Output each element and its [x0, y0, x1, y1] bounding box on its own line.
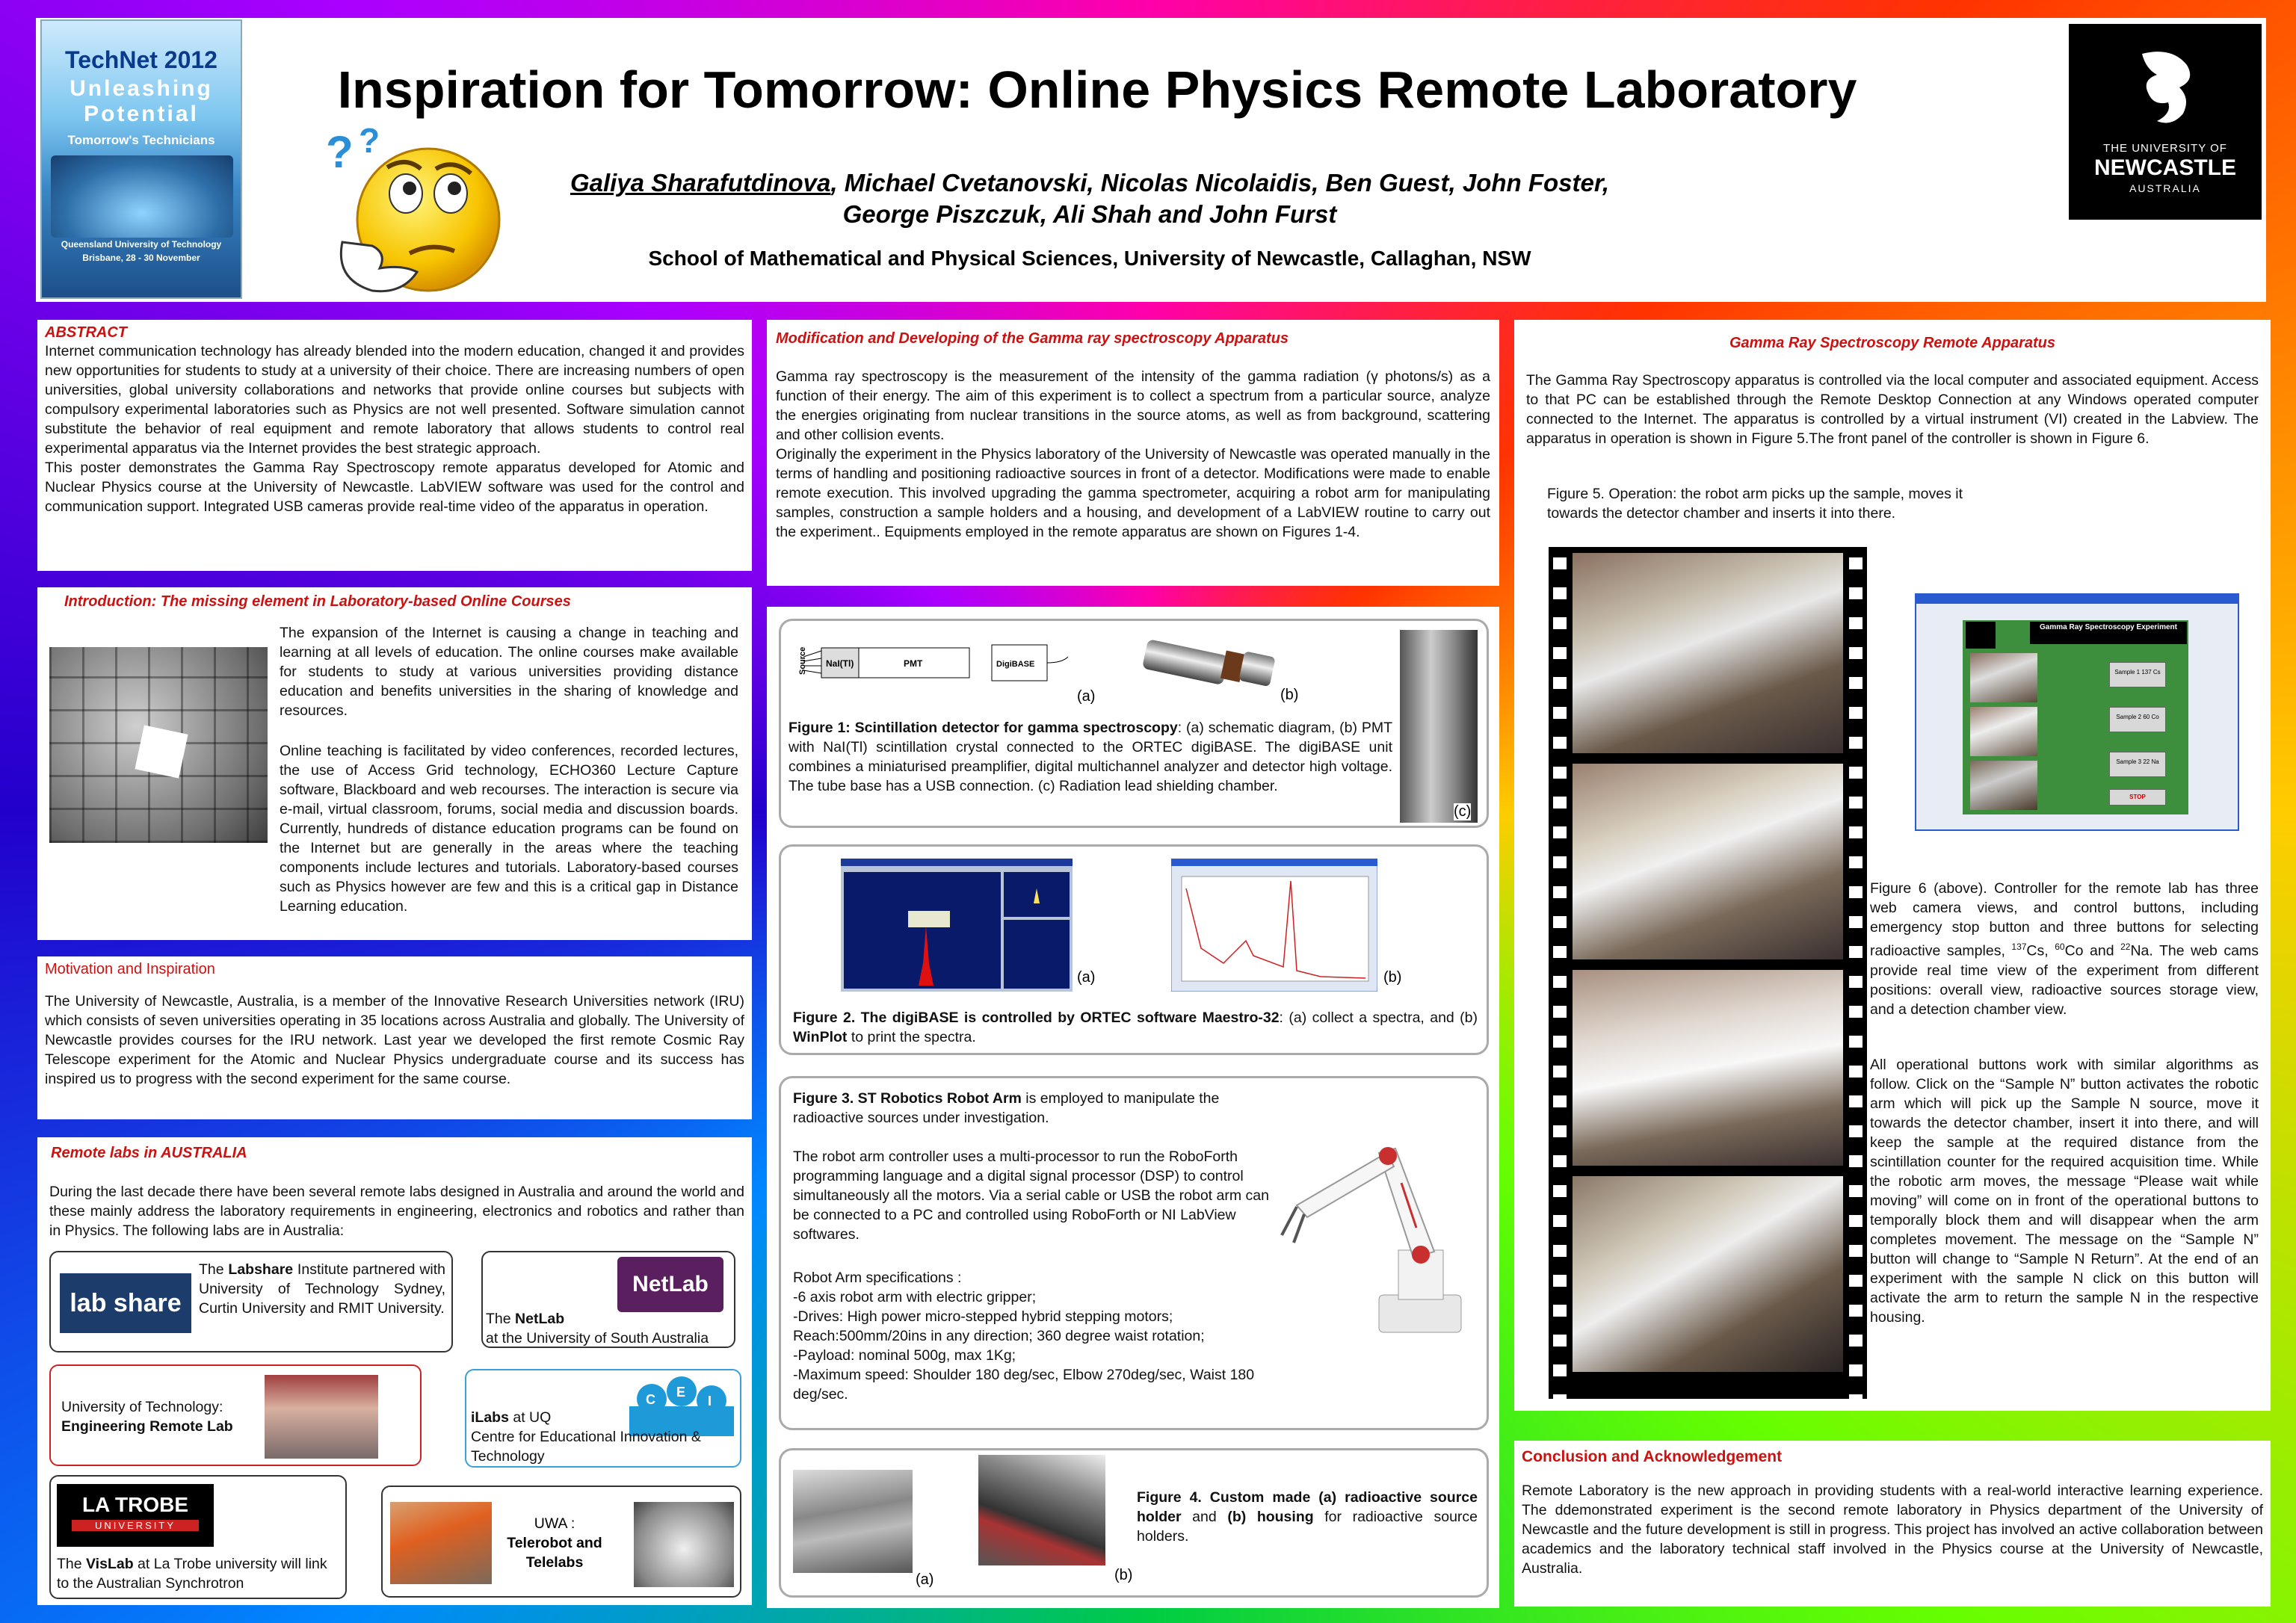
remote-labs-section [37, 1137, 752, 1605]
latrobe-card [49, 1475, 347, 1599]
fig3-text: The robot arm controller uses a multi-processor to run the RoboForth programming language and a digital signal processor (DSP) to control simultaneously all the motors. Via a serial cable or USB the robot arm can be connected to a PC and controlled using RoboForth or NI LabView softwares. [793, 1149, 1269, 1243]
svg-text:C: C [646, 1392, 655, 1407]
film-sprockets-right [1849, 547, 1863, 1399]
abstract-section [37, 320, 752, 571]
fig2-label-a: (a) [1077, 969, 1096, 986]
abstract-text-1: Internet communication technology has already blended into the modern education, changed it and provides new opportunities for students to study at a university of their choice. There are increasing numbers of open universities, global university collaborations and networks that provide online courses but subjects with compulsory experimental laboratories such as Physics are not well presented. Software simulation cannot substitute the behavior of real equipment and remote laboratory that allows students to control real experimental apparatus via the Internet provides the best strategic approach. [45, 343, 744, 457]
gamma-remote-heading: Gamma Ray Spectroscopy Remote Apparatus [1729, 335, 2056, 351]
svg-text:DigiBASE: DigiBASE [996, 660, 1035, 669]
pmt-photo [1137, 631, 1286, 691]
uwa-device-photo [634, 1502, 734, 1587]
maestro-spectrum-screenshot [841, 859, 1073, 992]
sample-1-button[interactable]: Sample 1 137 Cs [2109, 662, 2166, 687]
robot-arm-image [1267, 1123, 1484, 1347]
fig5-caption: Figure 5. Operation: the robot arm picks up the sample, moves it towards the detector chamber and inserts it into there. [1547, 486, 1963, 522]
technet-title: TechNet 2012 [65, 46, 217, 73]
svg-text:PMT: PMT [904, 658, 923, 669]
sample-3-button[interactable]: Sample 3 22 Na [2109, 752, 2166, 777]
winplot-spectrum-screenshot [1171, 859, 1377, 992]
fig4-label-a: (a) [916, 1571, 934, 1588]
controller-screenshot [1915, 593, 2239, 831]
fig6-caption: Figure 6 (above). Controller for the remote lab has three web camera views, and control buttons, including emergency stop button and three buttons for selecting radioactive samples, $^{137}$Cs, $^{60}$Co and $^{22}$Na. The web cams provide real time view of the experiment from different positions: overall view, radioactive sources storage view, and a detection chamber view. [1870, 880, 2259, 1018]
operation-frame-4 [1573, 1176, 1843, 1372]
uon-logo [2069, 24, 2262, 220]
uon-line3: AUSTRALIA [2129, 182, 2201, 194]
figure-2-panel [779, 844, 1489, 1055]
svg-text:?: ? [326, 127, 354, 177]
controller-title: Gamma Ray Spectroscopy Experiment [2030, 622, 2187, 644]
film-sprockets-left [1553, 547, 1567, 1399]
stop-button[interactable]: STOP [2109, 789, 2166, 806]
operations-text: All operational buttons work with similar algorithms as follow. Click on the “Sample N” button activates the robotic arm which will pick up the Sample N source, move it towards the detector chamber, insert it into there, and will keep the sample at the required distance from the scintillation counter for the required acquisition time. While the robotic arm moves, the message “Please wait while moving” will come on in front of the operational buttons to temporally block them and will disappear when the arm completes movement. The message on the “Sample N” button will change to “Sample N Return”. At the end of an experiment with the sample N click on this button will activate the arm to return the sample N in the respective housing. [1870, 1057, 2259, 1326]
abstract-text-2: This poster demonstrates the Gamma Ray Spectroscopy remote apparatus developed for Atomic and Nuclear Physics course at the University of Newcastle. LabVIEW software was used for the control and communication support. Integrated USB cameras provide real-time video of the apparatus in operation. [45, 460, 744, 515]
controller-logo [1966, 622, 1996, 649]
fig4-caption: Figure 4. Custom made (a) radioactive source holder and (b) housing for radioactive source holders. [1137, 1489, 1478, 1545]
puzzle-image [49, 647, 268, 843]
operation-frame-2 [1573, 764, 1843, 959]
figure-1-panel [779, 619, 1489, 828]
technet-line4: Tomorrow's Technicians [67, 133, 215, 147]
film-strip [1549, 547, 1867, 1399]
uon-line1: THE UNIVERSITY OF [2103, 142, 2227, 155]
remote-labs-text: During the last decade there have been several remote labs designed in Australia and around the world and these mainly address the laboratory requirements in engineering, electronics and robotics and rather than in Physics. The following labs are in Australia: [49, 1184, 744, 1239]
technet-line2: Unleashing [70, 76, 213, 101]
conclusion-text: Remote Laboratory is the new approach in providing students with a real-world interactive learning experience. The ddemonstrated experiment is the second remote laboratory in Physics department of the University of Newcastle and the future development is still in progress. This project has involved an active collaboration between academics and the laboratory technical staff involved in the Physics course at the University of Newcastle, Australia. [1522, 1483, 2263, 1577]
fig2-caption: Figure 2. The digiBASE is controlled by ORTEC software Maestro-32: (a) collect a spectra, and (b) WinPlot to print the spectra. [793, 1010, 1478, 1045]
operation-frame-3 [1573, 970, 1843, 1166]
motivation-text: The University of Newcastle, Australia, is a member of the Innovative Research Universities network (IRU) which consists of seven universities operating in 35 locations across Australia and globally. The University of Newcastle provides courses for the IRU network. Last year we developed the first remote Cosmic Ray Telescope experiment for the Atomic and Nuclear Physics undergraduate course and its success has inspired us to progress with the second experiment for the same course. [45, 993, 744, 1087]
webcam-view-3 [1970, 761, 2037, 810]
labshare-text: The Labshare Institute partnered with University of Technology Sydney, Curtin University and RMIT University. [199, 1261, 445, 1317]
affiliation: School of Mathematical and Physical Sciences, University of Newcastle, Callaghan, NSW [648, 247, 1531, 270]
operation-frame-1 [1573, 553, 1843, 753]
intro-heading: Introduction: The missing element in Laboratory-based Online Courses [64, 593, 571, 610]
svg-text:E: E [676, 1385, 686, 1400]
labshare-card [49, 1251, 453, 1352]
technet-line5: Queensland University of Technology [61, 239, 222, 250]
intro-text-2: Online teaching is facilitated by video conferences, recorded lectures, the use of Access Grid technology, ECHO360 Lecture Capture software, Blackboard and web recourses. The interaction is secure via e-mail, virtual classroom, forums, social media and discussion boards. Currently, hundreds of distance education programs can be found on the Internet but are generally in the areas where the teaching components include lectures and tutorials. Laboratory-based courses such as Physics however are few and this is a critical gap in Distance Learning education. [280, 743, 738, 915]
source-holder-photo [793, 1470, 913, 1573]
shielding-chamber-photo [1400, 630, 1478, 823]
technet-logo [40, 19, 242, 299]
modification-section [767, 320, 1499, 586]
detector-schematic [787, 634, 1071, 694]
gamma-remote-text: The Gamma Ray Spectroscopy apparatus is controlled via the local computer and associated equipment. Access to that PC can be established through the Remote Desktop Connection at any Windows operated computer connected to the Internet. The apparatus is controlled by a virtual instrument (VI) created in the Labview. The apparatus in operation is shown in Figure 5.The front panel of the controller is shown in Figure 6. [1526, 372, 2259, 447]
modification-heading: Modification and Developing of the Gamma ray spectroscopy Apparatus [776, 330, 1289, 347]
authors-line1: , Michael Cvetanovski, Nicolas Nicolaidis, Ben Guest, John Foster, [830, 169, 1610, 197]
conclusion-heading: Conclusion and Acknowledgement [1522, 1448, 1783, 1465]
technet-line6: Brisbane, 28 - 30 November [82, 253, 200, 263]
fig3-caption: Figure 3. ST Robotics Robot Arm is employed to manipulate the radioactive sources under investigation. [793, 1090, 1220, 1126]
fig1-label-a: (a) [1077, 688, 1096, 705]
gamma-remote-section [1514, 320, 2271, 1411]
uwa-card [381, 1486, 741, 1598]
missing-puzzle-piece [135, 725, 188, 778]
figure-4-panel [779, 1448, 1489, 1598]
svg-text:?: ? [359, 123, 380, 160]
netlab-text: The NetLab at the University of South Australia [486, 1311, 709, 1347]
uwa-robot-photo [390, 1502, 492, 1584]
labshare-logo: lab share [60, 1273, 191, 1333]
motivation-heading: Motivation and Inspiration [45, 961, 215, 977]
lead-author: Galiya Sharafutdinova [570, 169, 831, 197]
netlab-logo: NetLab [617, 1257, 723, 1312]
uts-lab-photo [265, 1375, 378, 1459]
uon-line2: NEWCASTLE [2094, 155, 2236, 180]
uwa-text: UWA : Telerobot and Telelabs [507, 1515, 602, 1571]
motivation-section [37, 956, 752, 1119]
authors [454, 167, 1725, 230]
modification-text-2: Originally the experiment in the Physics laboratory of the University of Newcastle was operated manually in the terms of handling and positioning radioactive sources in front of a detector. Modifications were made to enable remote execution. This involved upgrading the gamma spectrometer, acquiring a robot arm for manipulating samples, construction a sample holders and a housing, and development of a LabVIEW routine to carry out the experiment.. Equipments employed in the remote apparatus are shown on Figures 1-4. [776, 446, 1490, 540]
introduction-section [37, 587, 752, 940]
ilabs-text: iLabs at UQ Centre for Educational Innovation & Technology [471, 1409, 701, 1465]
fig4-label-b: (b) [1114, 1567, 1133, 1583]
svg-text:NaI(Tl): NaI(Tl) [826, 658, 854, 669]
svg-text:Source: Source [798, 646, 807, 675]
fig1-label-c: (c) [1454, 803, 1472, 820]
fig1-caption: Figure 1: Scintillation detector for gamma spectroscopy: (a) schematic diagram, (b) PMT with NaI(Tl) scintillation crystal connected to the ORTEC digiBASE. The digiBASE unit combines a miniaturised preamplifier, digital multichannel analyzer and detector high voltage. The tube base has a USB connection. (c) Radiation lead shielding chamber. [789, 720, 1392, 794]
poster-title: Inspiration for Tomorrow: Online Physics Remote Laboratory [337, 61, 1857, 119]
seahorse-icon [2127, 46, 2202, 129]
fig1-label-b: (b) [1280, 687, 1299, 703]
technet-line3: Potential [84, 102, 199, 126]
uts-card [49, 1364, 422, 1466]
source-housing-photo [978, 1455, 1105, 1565]
sample-2-button[interactable]: Sample 2 60 Co [2109, 707, 2166, 732]
abstract-heading: ABSTRACT [45, 324, 127, 341]
conclusion-section [1514, 1441, 2271, 1607]
remote-labs-heading: Remote labs in AUSTRALIA [51, 1145, 247, 1161]
intro-text-1: The expansion of the Internet is causing a change in teaching and learning at all levels of education. The online courses make available for students to study at various universities providing distance education and benefits universities in the sharing of knowledge and resources. [280, 625, 738, 719]
latrobe-logo: LA TROBE UNIVERSITY [57, 1484, 214, 1547]
fig3-specs: Robot Arm specifications : -6 axis robot arm with electric gripper; -Drives: High power micro-stepped hybrid stepping motors; Reach:500mm/20ins in any direction; 360 degree waist rotation; -Payload: nominal 500g, max 1Kg; -Maximum speed: Shoulder 180 deg/sec, Elbow 270deg/sec, Waist 180 deg/sec. [793, 1270, 1255, 1403]
webcam-view-1 [1970, 653, 2037, 702]
fig2-label-b: (b) [1383, 969, 1402, 986]
modification-text-1: Gamma ray spectroscopy is the measurement of the intensity of the gamma radiation (γ photons/s) as a function of their energy. The aim of this experiment is to collect a spectrum from a particular source, analyze the energies originating from nuclear transitions in the source atoms, as well as from background, scattering and other collision events. [776, 368, 1490, 443]
webcam-view-2 [1970, 707, 2037, 756]
ilabs-card [465, 1369, 741, 1468]
uts-text: University of Technology: Engineering Remote Lab [61, 1399, 233, 1435]
svg-text:I: I [708, 1394, 712, 1409]
latrobe-text: The VisLab at La Trobe university will link to the Australian Synchrotron [57, 1556, 327, 1592]
technet-city-image [51, 155, 233, 238]
authors-line2: George Piszczuk, Ali Shah and John Furst [842, 200, 1337, 228]
figure-3-panel [779, 1076, 1489, 1430]
controller-panel [1963, 620, 2188, 814]
netlab-card [481, 1251, 735, 1348]
header-band [36, 18, 2266, 302]
controller-titlebar [1916, 595, 2238, 604]
